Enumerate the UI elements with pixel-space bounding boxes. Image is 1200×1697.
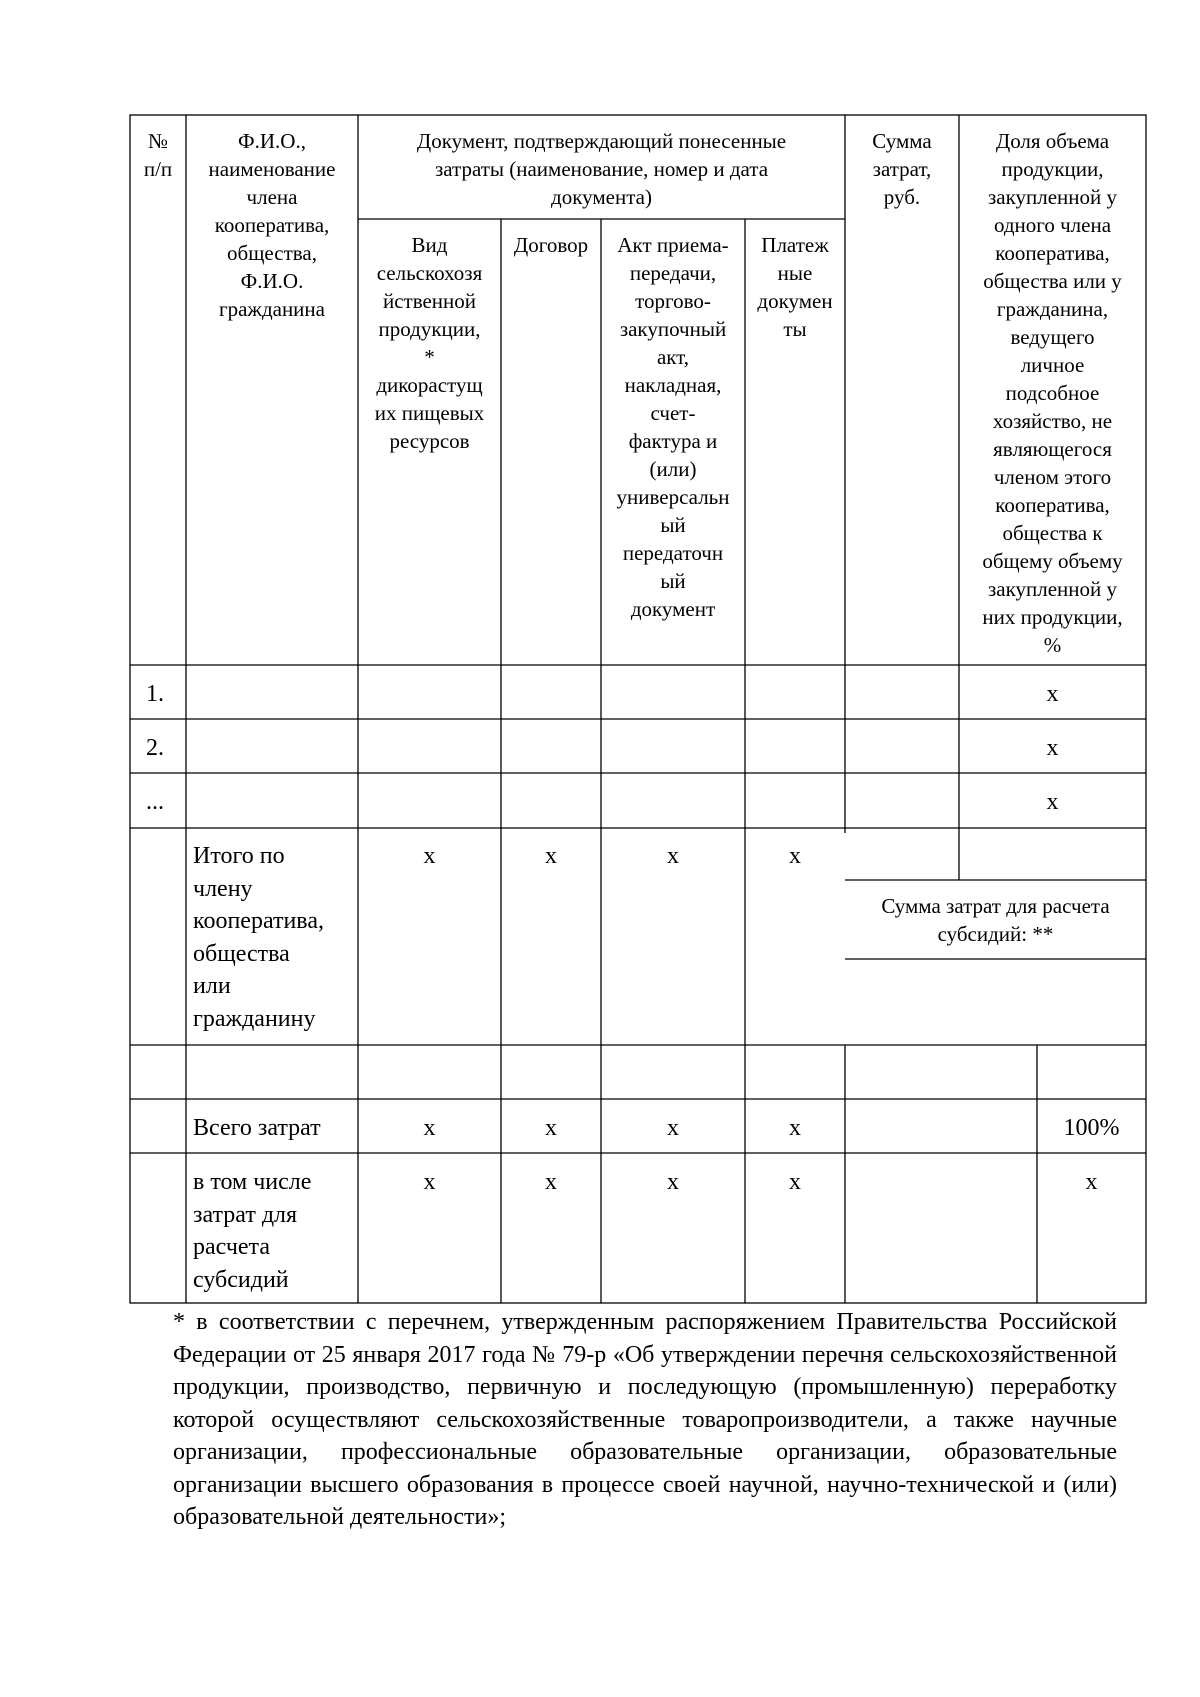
including-share: х bbox=[1085, 1169, 1098, 1195]
row-3-share: х bbox=[1046, 789, 1059, 815]
total-all-contract: х bbox=[545, 1115, 557, 1141]
header-payment: Платеж ные докумен ты bbox=[757, 233, 833, 341]
header-sum: Сумма затрат, руб. bbox=[872, 129, 932, 209]
including-product-type: х bbox=[423, 1169, 436, 1195]
header-document-group: Документ, подтверждающий понесенные затраты (наименование, номер и дата документа) bbox=[416, 129, 787, 209]
including-payment: х bbox=[789, 1169, 801, 1195]
row-3-number: ... bbox=[146, 789, 164, 815]
header-contract: Договор bbox=[513, 233, 589, 257]
row-2-number: 2. bbox=[146, 735, 164, 761]
row-1-number: 1. bbox=[146, 681, 164, 707]
total-all-share: 100% bbox=[1063, 1115, 1120, 1141]
total-member-payment: х bbox=[789, 843, 801, 869]
total-member-act: х bbox=[667, 843, 679, 869]
total-all-product-type: х bbox=[423, 1115, 436, 1141]
header-fio: Ф.И.О., наименование члена кооператива, общества, Ф.И.О. гражданина bbox=[208, 129, 336, 321]
subsidy-sum-label: Сумма затрат для расчета субсидий: ** bbox=[881, 894, 1110, 946]
including-contract: х bbox=[545, 1169, 557, 1195]
total-member-contract: х bbox=[545, 843, 557, 869]
header-act: Акт приема- передачи, торгово- закупочный акт, накладная, счет- фактура и (или) универсальн ый передаточн ый документ bbox=[616, 233, 730, 621]
total-all-act: х bbox=[667, 1115, 679, 1141]
header-share: Доля объема продукции, закупленной у одного члена кооператива, общества или у гражданина, ведущего личное подсобное хозяйство, не являющегося членом этого кооператива, общества к общему объему закупленной у них продукции, % bbox=[982, 129, 1123, 657]
footnote-text: * в соответствии с перечнем, утвержденным распоряжением Правительства Российской Федерации от 25 января 2017 года № 79-р «Об утверждении перечня сельскохозяйственной продукции, производство, первичную и последующую (промышленную) переработку которой осуществляют сельскохозяйственные товаропроизводители, а также научные организации, профессиональные образовательные организации, образовательные организации высшего образования в процессе своей научной, научно-технической и (или) образовательной деятельности»; bbox=[173, 1309, 1117, 1530]
row-2-share: х bbox=[1046, 735, 1059, 761]
footnote bbox=[173, 1306, 1117, 1534]
total-member-product-type: х bbox=[423, 843, 436, 869]
total-member-label: Итого по члену кооператива, общества или гражданину bbox=[193, 843, 324, 1032]
including-label: в том числе затрат для расчета субсидий bbox=[193, 1169, 312, 1293]
header-product-type: Вид сельскохозя йственной продукции, * дикорастущ их пищевых ресурсов bbox=[374, 233, 485, 453]
total-all-payment: х bbox=[789, 1115, 801, 1141]
row-1-share: х bbox=[1046, 681, 1059, 707]
total-all-label: Всего затрат bbox=[193, 1115, 321, 1141]
header-number: № п/п bbox=[143, 129, 173, 181]
including-act: х bbox=[667, 1169, 679, 1195]
